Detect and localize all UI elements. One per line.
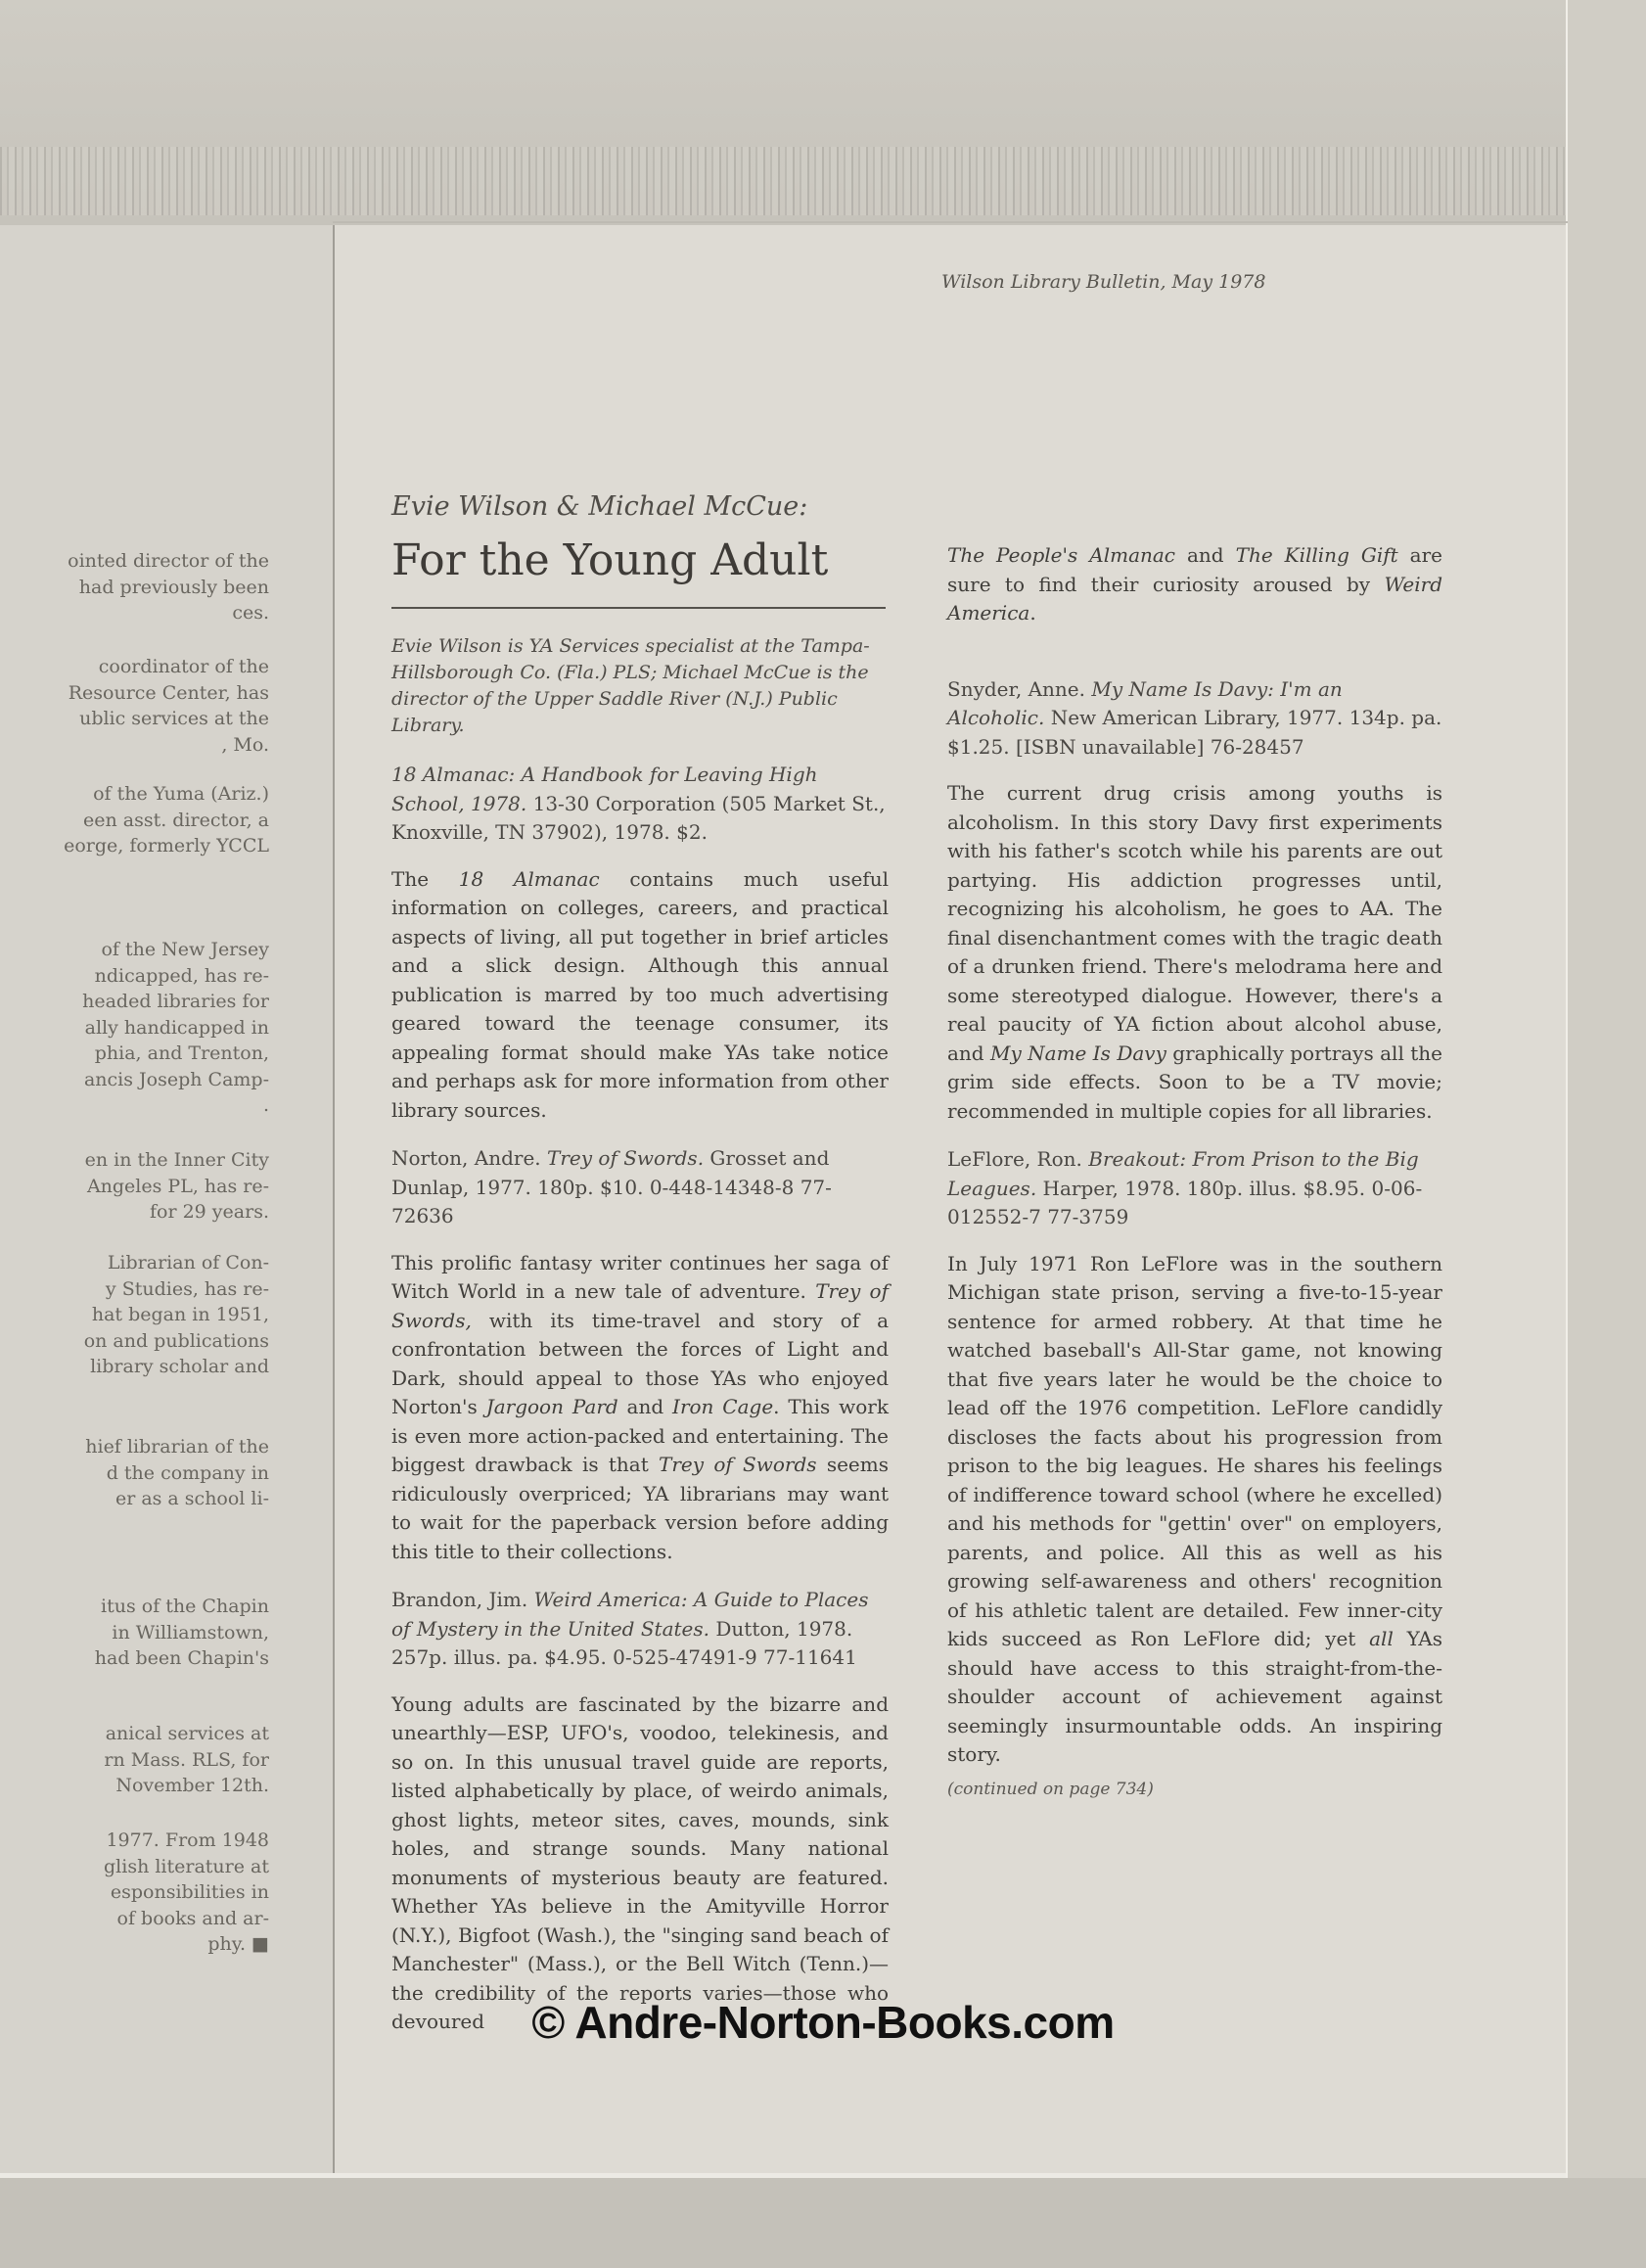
review-text: Young adults are fascinated by the bizarre and unearthly—ESP, UFO's, voodoo, telekinesis, and so on. In this unusual travel guide are reports, listed alphabetically by place, of weirdo animals, ghost lights, meteor sites, caves, mounds, sink holes, and strange sounds. Many national monuments of mysterious beauty are featured. Whether YAs believe in the Amityville Horror (N.Y.), Bigfoot (Wash.), the "singing sand beach of Manchester" (Mass.), or the Bell Witch (Tenn.)—the credibility of the reports varies—those who devoured: [391, 1691, 889, 2033]
review-text: and: [617, 1395, 673, 1418]
continued-note: (continued on page 734): [947, 1779, 1154, 1799]
review-title-ref: The Killing Gift: [1235, 543, 1398, 567]
left-fragment: 1977. From 1948 glish literature at esponsibilities in of books and ar- phy. ■: [104, 1829, 269, 1955]
book-title: My Name Is Davy: I'm an Alcoholic.: [947, 676, 1343, 729]
left-fragment: Librarian of Con- y Studies, has re- hat began in 1951, on and publications library scholar and: [83, 1252, 269, 1377]
review-text: . This work is even more action-packed and entertaining. The biggest drawback is that: [391, 1395, 889, 1476]
scan-bottom-band: [0, 2178, 1646, 2268]
review-text: The: [391, 866, 459, 891]
review-text: .: [1029, 601, 1036, 625]
author-intro: Evie Wilson is YA Services specialist at the Tampa-Hillsborough Co. (Fla.) PLS; Michael McCue is the director of the Upper Saddle River (N.J.) Public Library.: [391, 635, 870, 736]
book-author: LeFlore, Ron.: [947, 1147, 1082, 1171]
book-details: Grosset and Dunlap, 1977. 180p. $10. 0-448-14348-8 77-72636: [391, 1146, 832, 1227]
review-text: are sure to find their curiosity aroused by: [947, 543, 1442, 596]
review-title-ref: Weird America: [947, 572, 1442, 625]
left-fragment: anical services at rn Mass. RLS, for November 12th.: [104, 1723, 269, 1796]
review-text: and: [1175, 543, 1236, 567]
left-fragment: of the Yuma (Ariz.) een asst. director, a eorge, formerly YCCL: [64, 783, 269, 856]
page-title: For the Young Adult: [391, 535, 829, 585]
book-review: [391, 1249, 889, 1567]
book-review: [947, 779, 1442, 1126]
book-author: Norton, Andre.: [391, 1146, 541, 1170]
review-title-ref: 18 Almanac: [458, 866, 600, 891]
left-fragment: itus of the Chapin in Williamstown, had been Chapin's: [94, 1596, 269, 1669]
book-entry: [391, 1144, 889, 1231]
book-details: New American Library, 1977. 134p. pa. $1.25. [ISBN unavailable] 76-28457: [947, 706, 1442, 759]
review-title-ref: Trey of Swords,: [391, 1279, 889, 1332]
running-head: Wilson Library Bulletin, May 1978: [941, 271, 1266, 293]
book-details: 13-30 Corporation (505 Market St., Knoxville, TN 37902), 1978. $2.: [391, 791, 886, 844]
book-author: Brandon, Jim.: [391, 1588, 528, 1611]
book-title: Trey of Swords.: [547, 1146, 705, 1170]
book-details: Dutton, 1978. 257p. illus. pa. $4.95. 0-525-47491-9 77-11641: [391, 1616, 857, 1669]
book-entry: [391, 1586, 889, 1673]
page-top-edge: [333, 221, 1568, 223]
review-title-ref: Trey of Swords: [659, 1453, 817, 1476]
left-fragment: coordinator of the Resource Center, has ublic services at the , Mo.: [68, 656, 269, 756]
book-entry: [391, 761, 889, 848]
book-author: Snyder, Anne.: [947, 676, 1085, 701]
review-text: The current drug crisis among youths is alcoholism. In this story Davy first experiments with his father's scotch while his parents are out partying. His addiction progresses until, recognizing his alcoholism, he goes to AA. The final disenchantment comes with the tragic death of a drunken friend. There's melodrama here and some stereotyped dialogue. However, there's a real paucity of YA fiction about alcohol abuse, and: [947, 781, 1442, 1065]
book-review: [391, 865, 889, 1126]
review-title-ref: Iron Cage: [672, 1395, 774, 1418]
page-right-edge: [1566, 0, 1646, 2268]
book-entry: [947, 675, 1442, 763]
book-entry: [947, 1145, 1442, 1232]
column-1: [391, 633, 889, 2037]
review-text: with its time-travel and story of a confrontation between the forces of Light and Dark, should appeal to those YAs who enjoyed Norton's: [391, 1308, 889, 1418]
book-details: Harper, 1978. 180p. illus. $8.95. 0-06-012552-7 77-3759: [947, 1176, 1423, 1228]
byline: Evie Wilson & Michael McCue:: [391, 491, 808, 522]
review-text: graphically portrays all the grim side effects. Soon to be a TV movie; recommended in multiple copies for all libraries.: [947, 1041, 1442, 1123]
book-title: 18 Almanac: A Handbook for Leaving High School, 1978.: [391, 763, 818, 815]
left-fragment: en in the Inner City Angeles PL, has re- for 29 years.: [84, 1149, 269, 1223]
copyright-watermark: © Andre-Norton-Books.com: [531, 1997, 1115, 2048]
book-review: [947, 1250, 1442, 1770]
title-rule: [391, 607, 886, 609]
review-text: In July 1971 Ron LeFlore was in the southern Michigan state prison, serving a five-to-15-year sentence for armed robbery. At that time he watched baseball's All-Star game, not knowing that five years later he would be the choice to lead off the 1976 competition. LeFlore candidly discloses the facts about his progression from prison to the big leagues. He shares his feelings of indifference toward school (where he excelled) and his methods for "gettin' over" on employers, parents, and police. All this as well as his growing self-awareness and others' recognition of his athletic talent are detailed. Few inner-city kids succeed as Ron LeFlore did; yet: [947, 1251, 1442, 1650]
review-text: contains much useful information on colleges, careers, and practical aspects of living, all put together in brief articles and a slick design. Although this annual publication is marred by too much advertising geared toward the teenage consumer, its appealing format should make YAs take notice and perhaps ask for more information from other library sources.: [391, 866, 889, 1122]
left-fragment: ointed director of the had previously been ces.: [68, 550, 269, 624]
review-text: seems ridiculously overpriced; YA librarians may want to wait for the paperback version before adding this title to their collections.: [391, 1453, 889, 1563]
review-text: YAs should have access to this straight-from-the-shoulder account of achievement against seemingly insurmountable odds. An inspiring story.: [947, 1627, 1443, 1766]
book-title: Weird America: A Guide to Places of Mystery in the United States.: [391, 1588, 869, 1641]
review-text: This prolific fantasy writer continues her saga of Witch World in a new tale of adventure.: [391, 1250, 889, 1303]
review-title-ref: all: [1369, 1627, 1394, 1650]
book-review-continued: [947, 541, 1442, 628]
review-title-ref: Jargoon Pard: [485, 1395, 618, 1418]
left-fragment: hief librarian of the d the company in er as a school li-: [85, 1436, 269, 1509]
book-review: [391, 1690, 889, 2037]
page-fold-line: [333, 225, 335, 2173]
review-title-ref: My Name Is Davy: [990, 1041, 1166, 1065]
scan-noise: [0, 147, 1566, 215]
column-2: [947, 541, 1442, 1804]
left-fragment: of the New Jersey ndicapped, has re- headed libraries for ally handicapped in phia, and Trenton, ancis Joseph Camp- .: [82, 939, 269, 1116]
book-title: Breakout: From Prison to the Big Leagues.: [947, 1147, 1419, 1200]
review-title-ref: The People's Almanac: [947, 543, 1176, 567]
